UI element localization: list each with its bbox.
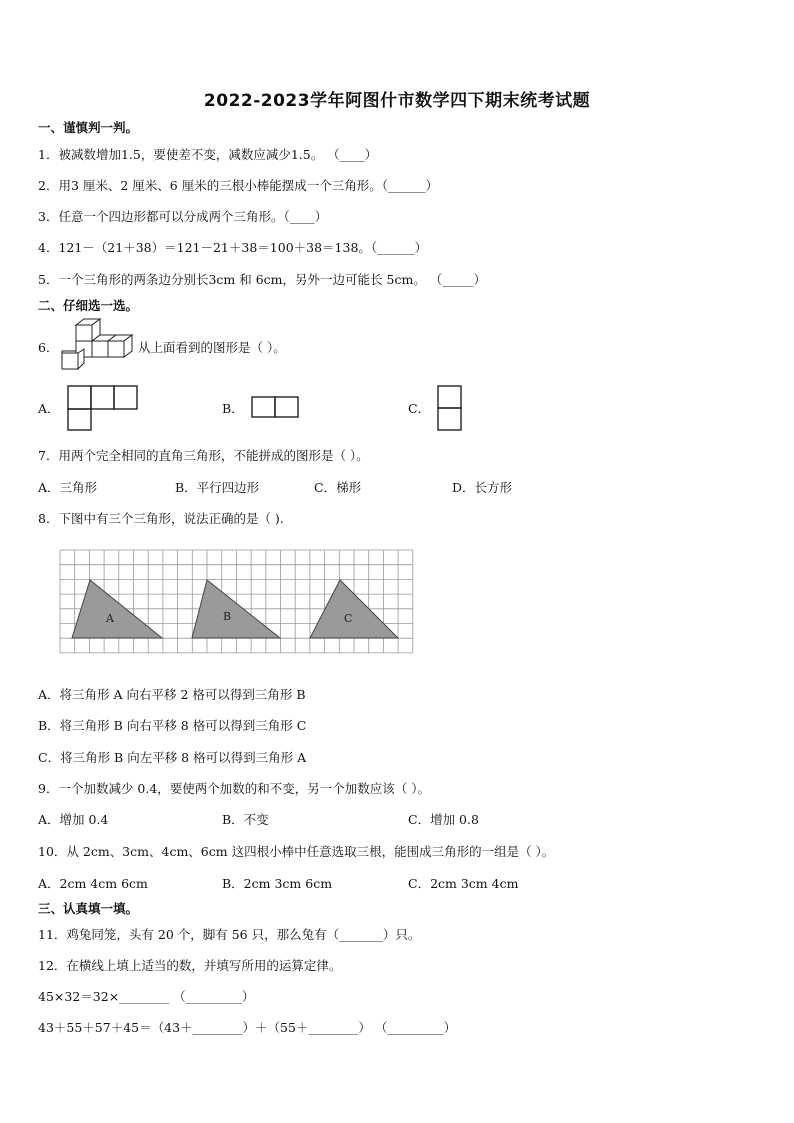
q10-option-c: C．2cm 3cm 4cm xyxy=(408,876,519,891)
q7-option-b: B．平行四边形 xyxy=(175,480,260,495)
q6-option-c-label: C． xyxy=(408,401,431,416)
page-title: 2022-2023学年阿图什市数学四下期末统考试题 xyxy=(203,91,591,111)
triangle-a-label: A xyxy=(106,612,114,625)
question-9: 9．一个加数减少 0.4，要使两个加数的和不变，另一个加数应该（ ）。 xyxy=(38,781,431,796)
section-heading-choose: 二、仔细选一选。 xyxy=(38,298,139,313)
q10-option-a: A．2cm 4cm 6cm xyxy=(38,876,148,891)
question-5: 5．一个三角形的两条边分别长3cm 和 6cm，另外一边可能长 5cm。 （_____） xyxy=(38,272,487,287)
q8-option-a: A．将三角形 A 向右平移 2 格可以得到三角形 B xyxy=(38,687,306,702)
q10-option-b: B．2cm 3cm 6cm xyxy=(222,876,333,891)
question-8: 8．下图中有三个三角形，说法正确的是（ ). xyxy=(38,511,284,526)
question-2: 2．用3 厘米、2 厘米、6 厘米的三根小棒能摆成一个三角形。（______） xyxy=(38,178,438,193)
q6-option-a-figure xyxy=(66,384,140,432)
q6-option-a-label: A． xyxy=(38,401,60,416)
question-4: 4．121－（21＋38）＝121－21＋38＝100＋38＝138。（______） xyxy=(38,240,428,255)
q7-option-d: D．长方形 xyxy=(452,480,513,495)
cube-stack-figure xyxy=(62,317,142,373)
question-6-number: 6． xyxy=(38,340,59,355)
q6-option-c-figure xyxy=(436,384,464,432)
q6-option-b-label: B． xyxy=(222,401,244,416)
q9-option-c: C．增加 0.8 xyxy=(408,812,479,827)
q9-option-b: B．不变 xyxy=(222,812,269,827)
question-3: 3．任意一个四边形都可以分成两个三角形。（____） xyxy=(38,209,328,224)
question-12: 12．在横线上填上适当的数，并填写所用的运算定律。 xyxy=(38,958,342,973)
q9-option-a: A．增加 0.4 xyxy=(38,812,109,827)
q7-option-c: C．梯形 xyxy=(314,480,362,495)
question-12-line-a: 45×32＝32×________ （_________） xyxy=(38,989,255,1004)
triangle-grid-figure xyxy=(60,550,414,654)
question-10: 10．从 2cm、3cm、4cm、6cm 这四根小棒中任意选取三根，能围成三角形的一组是（ ）。 xyxy=(38,844,555,859)
q8-option-c: C．将三角形 B 向左平移 8 格可以得到三角形 A xyxy=(38,750,307,765)
triangle-b-label: B xyxy=(223,610,232,623)
question-7: 7．用两个完全相同的直角三角形，不能拼成的图形是（ ）。 xyxy=(38,448,369,463)
q8-option-b: B．将三角形 B 向右平移 8 格可以得到三角形 C xyxy=(38,718,307,733)
question-6-text: 从上面看到的图形是（ ）。 xyxy=(138,340,286,355)
q7-option-a: A．三角形 xyxy=(38,480,98,495)
triangle-c-label: C xyxy=(344,612,353,625)
question-11: 11．鸡兔同笼，头有 20 个，脚有 56 只，那么兔有（_______）只。 xyxy=(38,927,421,942)
question-12-line-b: 43＋55＋57＋45＝（43＋________）＋（55＋________） （_________） xyxy=(38,1020,457,1035)
q6-option-b-figure xyxy=(250,395,300,419)
question-1: 1．被减数增加1.5，要使差不变，减数应减少1.5。 （____） xyxy=(38,147,378,162)
section-heading-fill: 三、认真填一填。 xyxy=(38,901,139,916)
section-heading-judge: 一、谨慎判一判。 xyxy=(38,120,139,135)
